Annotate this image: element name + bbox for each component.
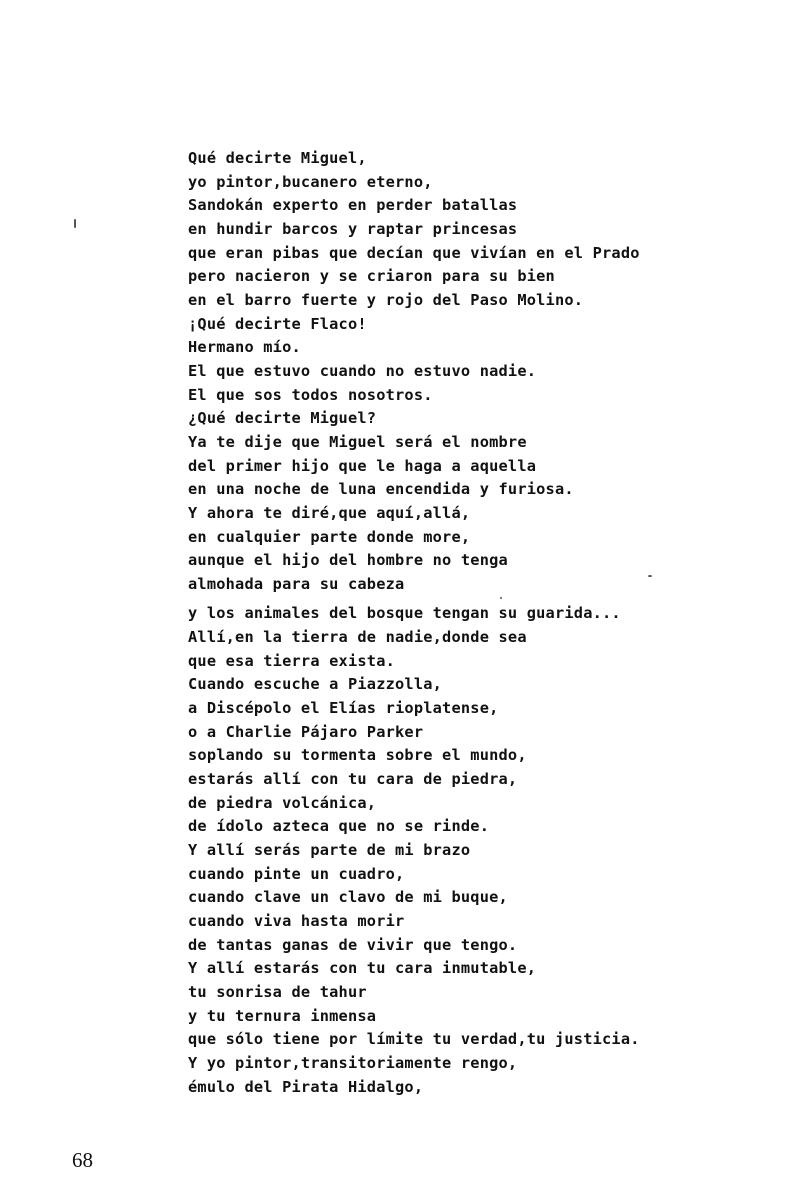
page-number: 68 xyxy=(72,1148,93,1172)
poem-line: que sólo tiene por límite tu verdad,tu justicia. xyxy=(188,1030,640,1049)
poem-line: ¡Qué decirte Flaco! xyxy=(188,314,367,333)
poem-line: en el barro fuerte y rojo del Paso Molino. xyxy=(188,290,584,309)
poem-line: estarás allí con tu cara de piedra, xyxy=(188,770,518,789)
poem-line: Allí,en la tierra de nadie,donde sea xyxy=(188,628,527,647)
poem-line: que esa tierra exista. xyxy=(188,651,396,670)
poem-line: yo pintor,bucanero eterno, xyxy=(188,172,433,191)
poem-text xyxy=(188,147,768,1099)
poem-line: cuando clave un clavo de mi buque, xyxy=(188,888,508,907)
poem-line: y los animales del bosque tengan su guarida... xyxy=(188,604,621,623)
poem-line: Y allí serás parte de mi brazo xyxy=(188,841,471,860)
poem-line: que eran pibas que decían que vivían en el Prado xyxy=(188,243,640,262)
poem-line: en cualquier parte donde more, xyxy=(188,527,471,546)
poem-line: soplando su tormenta sobre el mundo, xyxy=(188,746,527,765)
poem-line: de tantas ganas de vivir que tengo. xyxy=(188,935,518,954)
poem-line: de ídolo azteca que no se rinde. xyxy=(188,817,490,836)
poem-line: Y allí estarás con tu cara inmutable, xyxy=(188,959,537,978)
poem-line: aunque el hijo del hombre no tenga xyxy=(188,551,508,570)
poem-line: ¿Qué decirte Miguel? xyxy=(188,409,377,428)
scan-speck xyxy=(74,219,76,228)
poem-line: Cuando escuche a Piazzolla, xyxy=(188,675,443,694)
poem-line: cuando pinte un cuadro, xyxy=(188,864,405,883)
poem-line: en una noche de luna encendida y furiosa. xyxy=(188,480,574,499)
poem-line: Y ahora te diré,que aquí,allá, xyxy=(188,503,471,522)
poem-line: Y yo pintor,transitoriamente rengo, xyxy=(188,1053,518,1072)
poem-line: tu sonrisa de tahur xyxy=(188,982,367,1001)
poem-line: del primer hijo que le haga a aquella xyxy=(188,456,537,475)
poem-line: almohada para su cabeza xyxy=(188,574,405,593)
poem-line: El que sos todos nosotros. xyxy=(188,385,433,404)
poem-line: Qué decirte Miguel, xyxy=(188,149,367,167)
poem-line: Hermano mío. xyxy=(188,338,301,357)
poem-line: cuando viva hasta morir xyxy=(188,912,405,930)
poem-line: de piedra volcánica, xyxy=(188,793,377,812)
poem-line: émulo del Pirata Hidalgo, xyxy=(188,1077,424,1096)
poem-line: Sandokán experto en perder batallas xyxy=(188,196,518,215)
poem-line: El que estuvo cuando no estuvo nadie. xyxy=(188,361,537,380)
poem-line: a Discépolo el Elías rioplatense, xyxy=(188,699,499,718)
poem-line: en hundir barcos y raptar princesas xyxy=(188,219,518,238)
poem-line: Ya te dije que Miguel será el nombre xyxy=(188,432,527,451)
poem-line: y tu ternura inmensa xyxy=(188,1006,377,1025)
poem-line: o a Charlie Pájaro Parker xyxy=(188,722,424,741)
poem-line: pero nacieron y se criaron para su bien xyxy=(188,267,555,286)
